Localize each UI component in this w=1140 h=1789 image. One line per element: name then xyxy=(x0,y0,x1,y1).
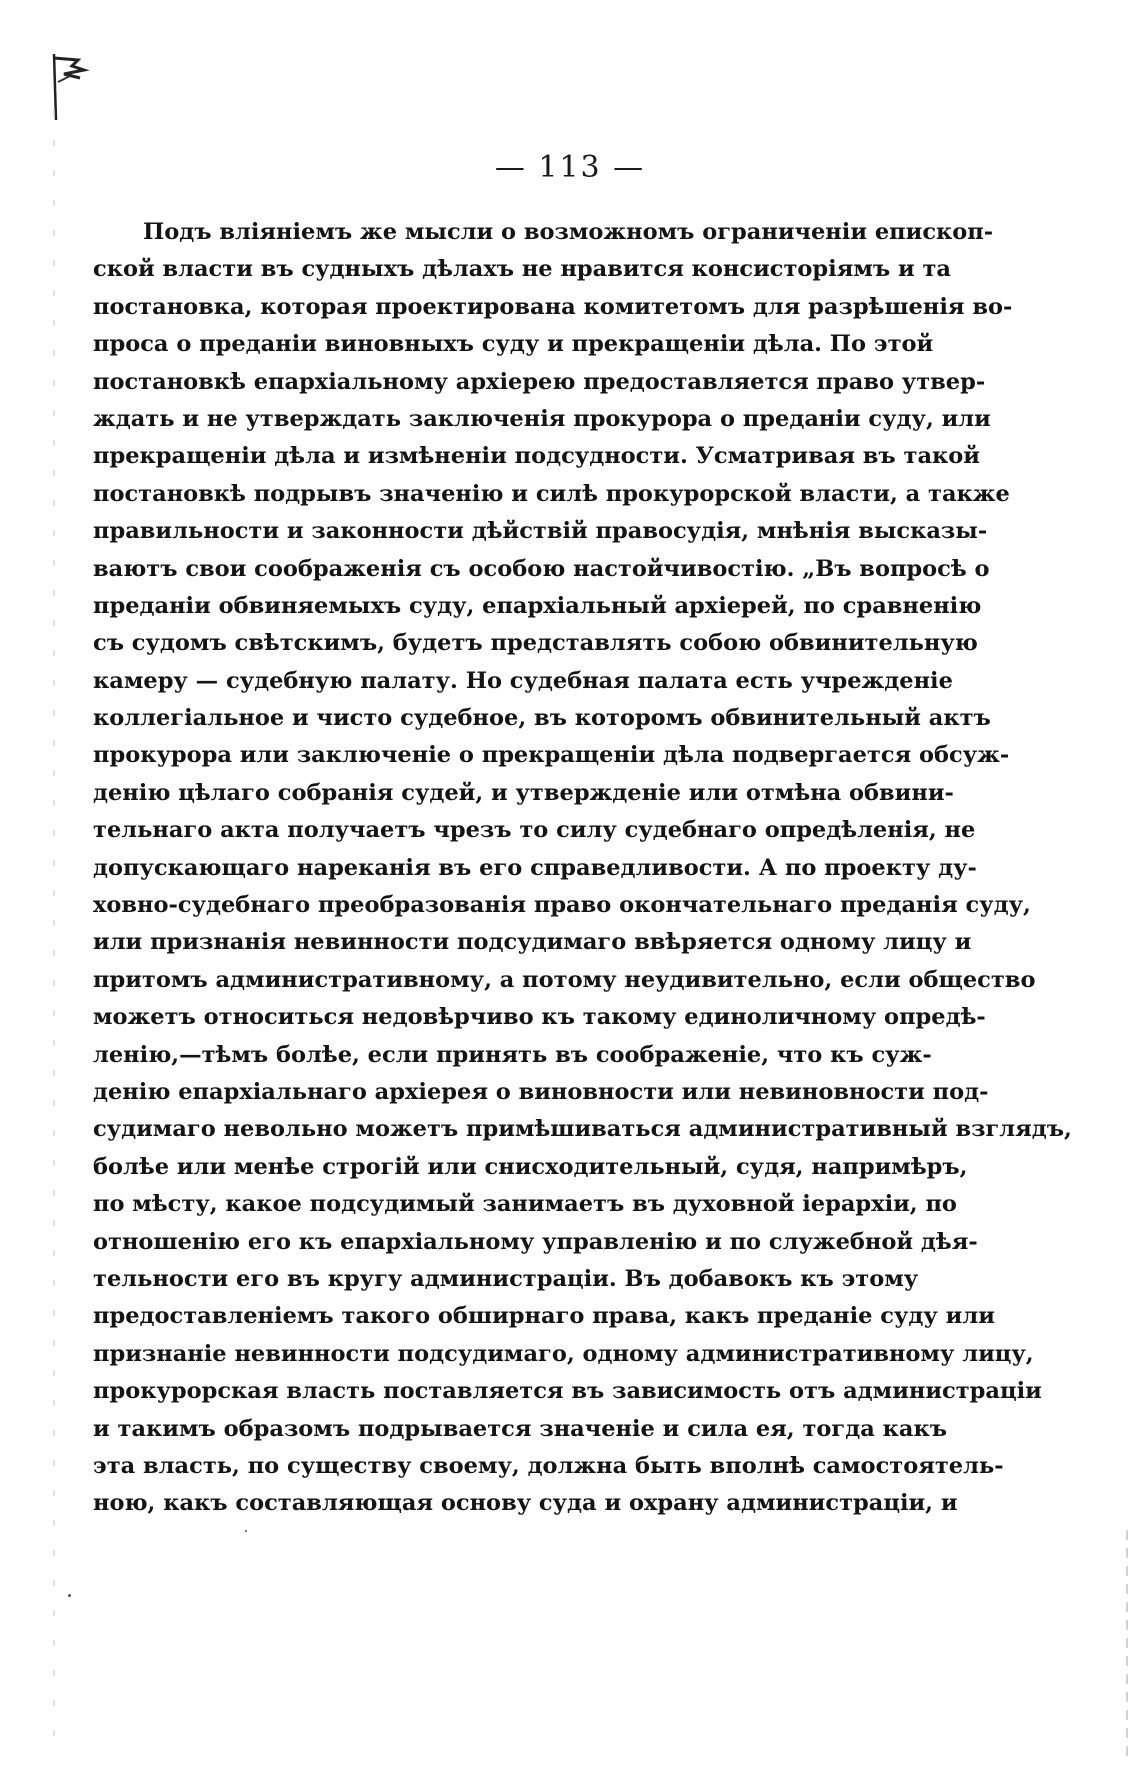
text-line: прекращеніи дѣла и измѣненіи подсудности. Усматривая въ такой xyxy=(93,443,980,470)
left-margin-edge xyxy=(53,110,55,1760)
text-line: признаніе невинности подсудимаго, одному административному лицу, xyxy=(93,1340,1034,1367)
corner-ink-mark xyxy=(50,52,90,122)
text-line: прокурорская власть поставляется въ зависимость отъ администраціи xyxy=(93,1378,1042,1405)
text-line: тельности его въ кругу администраціи. Въ добавокъ къ этому xyxy=(93,1265,919,1292)
text-line: преданіи обвиняемыхъ суду, епархіальный архіерей, по сравненію xyxy=(93,592,982,619)
text-line: Подъ вліяніемъ же мысли о возможномъ ограниченіи епископ- xyxy=(143,219,994,245)
text-line: судимаго невольно можетъ примѣшиваться административный взглядъ, xyxy=(93,1116,1072,1143)
text-line: тельнаго акта получаетъ чрезъ то силу судебнаго опредѣленія, не xyxy=(93,817,976,844)
text-line: ваютъ свои соображенія съ особою настойчивостію. „Въ вопросѣ о xyxy=(93,555,990,582)
text-line: съ судомъ свѣтскимъ, будетъ представлять собою обвинительную xyxy=(93,630,978,657)
text-line: денію епархіальнаго архіерея о виновности или невиновности под- xyxy=(93,1078,989,1105)
text-line: камеру — судебную палату. Но судебная палата есть учрежденіе xyxy=(93,667,953,694)
text-line: постановкѣ подрывъ значенію и силѣ прокурорской власти, а также xyxy=(93,480,1010,507)
text-line: правильности и законности дѣйствій правосудія, мнѣнія высказы- xyxy=(93,518,988,545)
text-line: притомъ административному, а потому неудивительно, если общество xyxy=(93,966,1036,993)
text-line: постановкѣ епархіальному архіерею предоставляется право утвер- xyxy=(93,368,986,395)
text-line: ховно-судебнаго преобразованія право окончательнаго преданія суду, xyxy=(93,892,1031,919)
page-number: — 113 — xyxy=(494,150,646,185)
text-line: эта власть, по существу своему, должна быть вполнѣ самостоятель- xyxy=(93,1452,1004,1479)
scan-speck xyxy=(245,1530,247,1532)
main-paragraph xyxy=(93,214,1072,1523)
right-margin-edge xyxy=(1126,1530,1128,1760)
text-line: коллегіальное и чисто судебное, въ которомъ обвинительный актъ xyxy=(93,705,991,732)
text-line: болѣе или менѣе строгій или снисходительный, судя, напримѣръ, xyxy=(93,1153,968,1180)
text-line: по мѣсту, какое подсудимый занимаетъ въ духовной іерархіи, по xyxy=(93,1191,957,1218)
text-line: отношенію его къ епархіальному управленію и по служебной дѣя- xyxy=(93,1228,978,1255)
text-line: допускающаго нареканія въ его справедливости. А по проекту ду- xyxy=(93,854,977,881)
scan-speck xyxy=(68,1594,71,1597)
text-line: прокурора или заключеніе о прекращеніи дѣла подвергается обсуж- xyxy=(93,742,1010,769)
text-line: можетъ относиться недовѣрчиво къ такому единоличному опредѣ- xyxy=(93,1004,986,1031)
text-line: ною, какъ составляющая основу суда и охрану администраціи, и xyxy=(93,1490,958,1517)
text-line: проса о преданіи виновныхъ суду и прекращеніи дѣла. По этой xyxy=(93,331,934,358)
text-line: ждать и не утверждать заключенія прокурора о преданіи суду, или xyxy=(93,405,991,432)
text-line: предоставленіемъ такого обширнаго права, какъ преданіе суду или xyxy=(93,1303,995,1330)
text-line: ской власти въ судныхъ дѣлахъ не нравится консисторіямъ и та xyxy=(93,256,951,283)
text-line: постановка, которая проектирована комитетомъ для разрѣшенія во- xyxy=(93,293,1013,320)
text-line: или признанія невинности подсудимаго ввѣряется одному лицу и xyxy=(93,929,972,956)
text-line: денію цѣлаго собранія судей, и утвержденіе или отмѣна обвини- xyxy=(93,779,954,806)
text-line: и такимъ образомъ подрывается значеніе и сила ея, тогда какъ xyxy=(93,1415,947,1442)
text-line: ленію,—тѣмъ болѣе, если принять въ соображеніе, что къ суж- xyxy=(93,1041,932,1068)
